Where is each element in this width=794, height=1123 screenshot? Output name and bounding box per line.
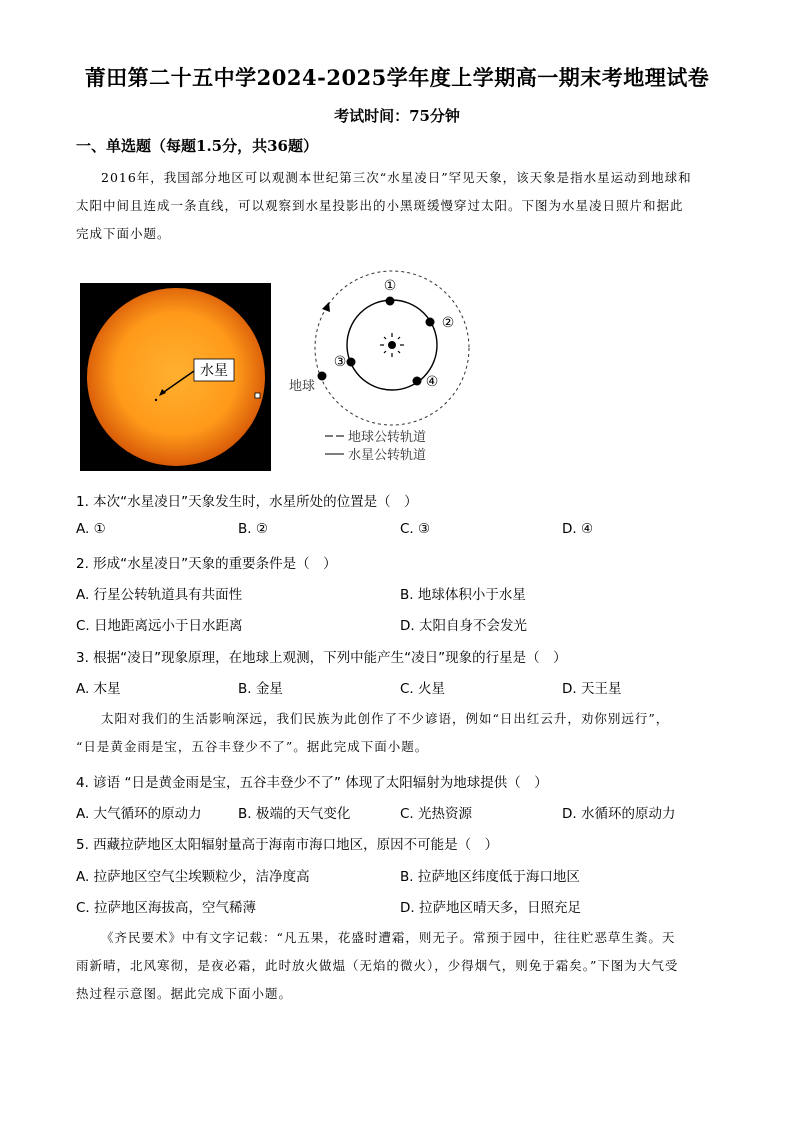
passage-line: 2016年，我国部分地区可以观测本世纪第三次“水星凌日”罕见天象，该天象是指水星运动到地球和 [101,170,692,185]
passage-line: 《齐民要术》中有文字记载：“凡五果，花盛时遭霜，则无子。常预于园中，往往贮恶草生粪。天 [101,930,676,945]
question-1-option-d[interactable]: D. ④ [562,521,594,537]
passage-line: 热过程示意图。据此完成下面小题。 [76,986,293,1001]
sun-icon [380,333,404,357]
mercury-position-1 [386,297,395,306]
question-5-option-c[interactable]: C. 拉萨地区海拔高，空气稀薄 [76,900,257,916]
question-5-stem: 5. 西藏拉萨地区太阳辐射量高于海南市海口地区，原因不可能是（ ） [76,837,499,853]
orbit-direction-arrow [322,302,330,312]
section-heading: 一、单选题（每题1.5分，共36题） [76,137,318,155]
question-1-option-a[interactable]: A. ① [76,521,106,537]
question-3-option-d[interactable]: D. 天王星 [562,681,622,697]
question-4-option-c[interactable]: C. 光热资源 [400,806,473,822]
passage-line: 太阳中间且连成一条直线，可以观察到水星投影出的小黑斑缓慢穿过太阳。下图为水星凌日照片和据此 [76,198,684,213]
question-1-stem: 1. 本次“水星凌日”天象发生时，水星所处的位置是（ ） [76,494,418,510]
position-label-3: ③ [333,354,347,370]
question-2-option-c[interactable]: C. 日地距离远小于日水距离 [76,618,243,634]
photo-marker [255,393,260,398]
mercury-position-4 [413,377,422,386]
orbit-diagram-svg [285,268,475,468]
question-3-option-c[interactable]: C. 火星 [400,681,446,697]
question-2-option-a[interactable]: A. 行星公转轨道具有共面性 [76,587,243,603]
question-1-option-c[interactable]: C. ③ [400,521,431,537]
question-4-option-b[interactable]: B. 极端的天气变化 [238,806,351,822]
passage-qiminyaoshu [76,924,718,1008]
position-label-4: ④ [425,374,439,390]
mercury-dot [155,399,157,401]
mercury-transit-photo [80,283,271,471]
passage-line: 雨新晴，北风寒彻，是夜必霜，此时放火做煴（无焰的微火），少得烟气，则免于霜矣。”下图为大气受 [76,958,679,973]
question-5-option-d[interactable]: D. 拉萨地区晴天多，日照充足 [400,900,581,916]
question-2-stem: 2. 形成“水星凌日”天象的重要条件是（ ） [76,556,337,572]
question-5-option-a[interactable]: A. 拉萨地区空气尘埃颗粒少，洁净度高 [76,869,310,885]
passage-line: 太阳对我们的生活影响深远，我们民族为此创作了不少谚语，例如“日出红云升，劝你别远行”， [101,711,670,726]
mercury-position-3 [347,358,356,367]
mercury-label: 水星 [200,363,228,379]
position-label-2: ② [441,315,455,331]
earth-dot [318,372,327,381]
passage-line: “日是黄金雨是宝，五谷丰登少不了”。据此完成下面小题。 [76,739,429,754]
question-3-option-b[interactable]: B. 金星 [238,681,283,697]
sun-disk [87,288,265,466]
mercury-position-2 [426,318,435,327]
sun-photo-svg [80,283,271,471]
orbit-diagram [285,268,475,468]
question-4-option-d[interactable]: D. 水循环的原动力 [562,806,676,822]
legend-mercury-label: 水星公转轨道 [348,448,427,463]
question-3-stem: 3. 根据“凌日”现象原理，在地球上观测，下列中能产生“凌日”现象的行星是（ ） [76,650,567,666]
question-2-option-d[interactable]: D. 太阳自身不会发光 [400,618,527,634]
question-4-option-a[interactable]: A. 大气循环的原动力 [76,806,202,822]
position-label-1: ① [383,278,397,294]
exam-time: 考试时间：75分钟 [334,107,460,125]
legend-earth-label: 地球公转轨道 [348,430,427,445]
question-4-stem: 4. 谚语 “日是黄金雨是宝，五谷丰登少不了” 体现了太阳辐射为地球提供（ ） [76,775,548,791]
passage-line: 完成下面小题。 [76,226,171,241]
question-2-option-b[interactable]: B. 地球体积小于水星 [400,587,526,603]
passage-mercury-transit [76,164,718,248]
question-1-option-b[interactable]: B. ② [238,521,268,537]
passage-sun-proverbs [76,705,718,761]
earth-label: 地球 [288,379,316,394]
exam-title: 莆田第二十五中学2024-2025学年度上学期高一期末考地理试卷 [84,65,710,90]
question-5-option-b[interactable]: B. 拉萨地区纬度低于海口地区 [400,869,580,885]
question-3-option-a[interactable]: A. 木星 [76,681,121,697]
